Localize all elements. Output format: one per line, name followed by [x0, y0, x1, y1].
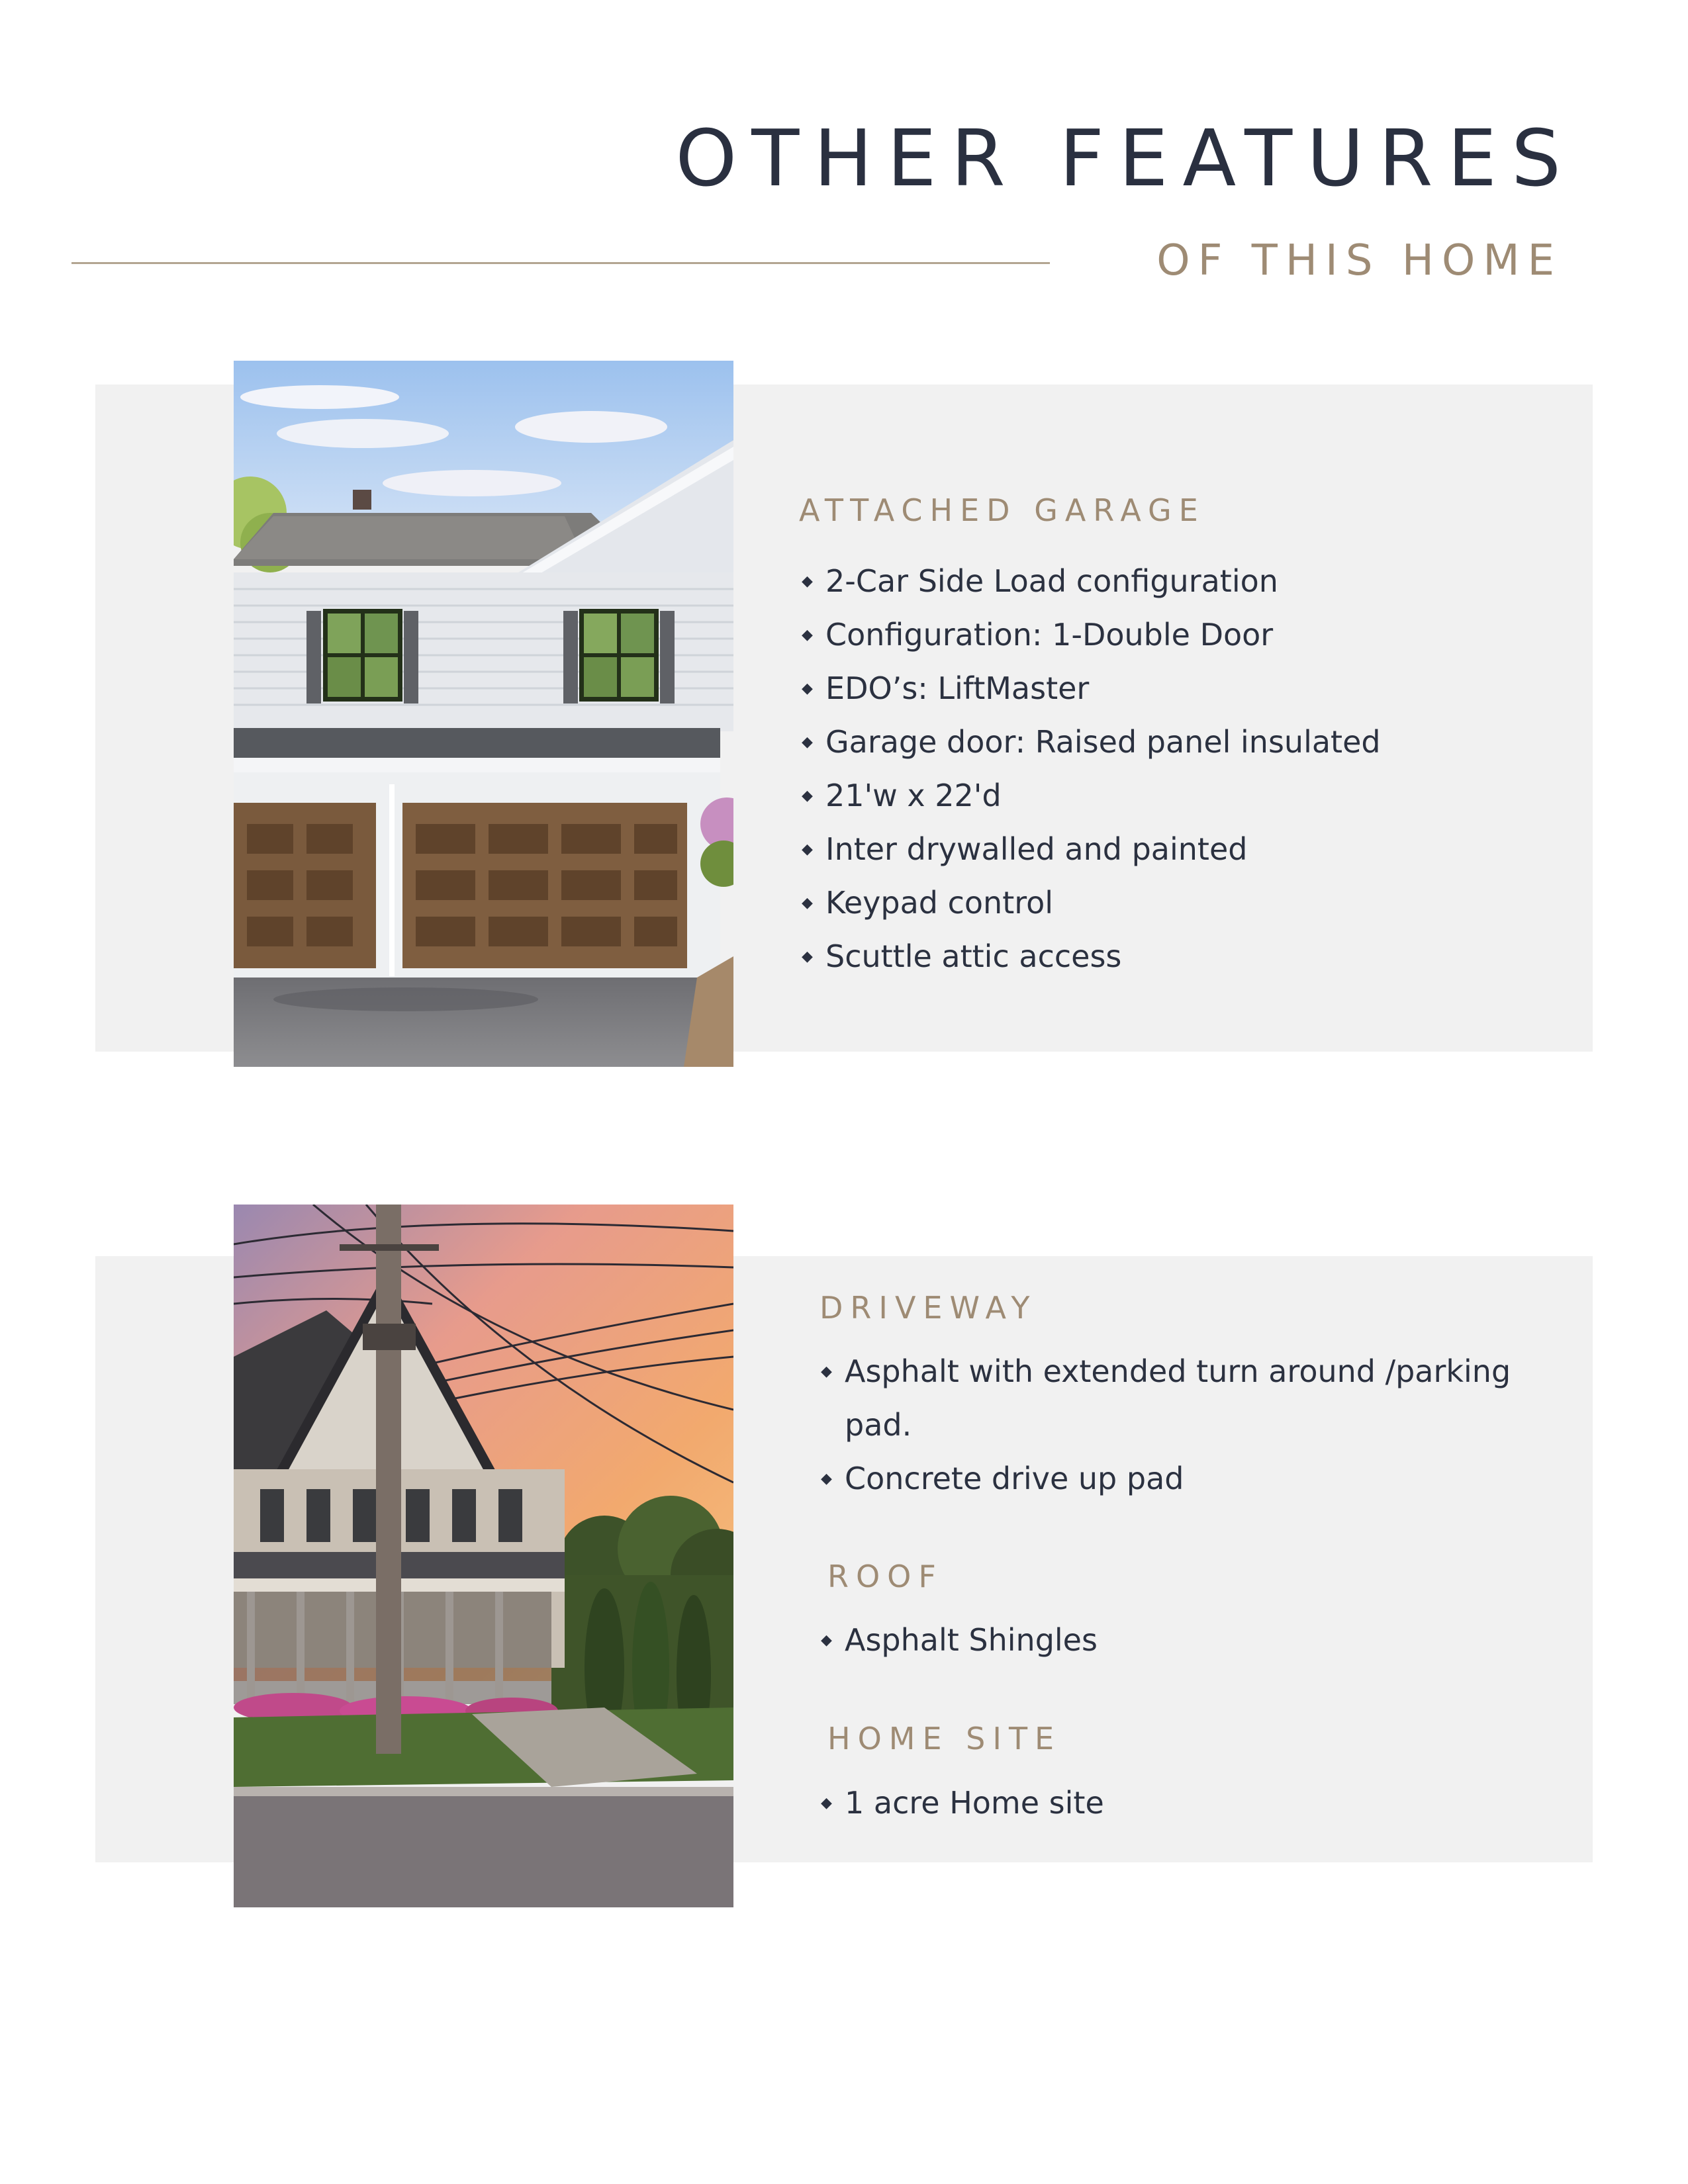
roof-feature-list — [818, 1614, 1098, 1667]
garage-photo — [234, 361, 733, 1067]
list-item: ◆ Configuration: 1-Double Door — [799, 608, 1381, 662]
bullet-icon: ◆ — [802, 948, 813, 965]
bullet-icon: ◆ — [802, 841, 813, 858]
list-item: ◆ EDO’s: LiftMaster — [799, 662, 1381, 715]
garage-photo-image — [234, 361, 733, 1067]
bullet-icon: ◆ — [802, 895, 813, 911]
bullet-icon: ◆ — [821, 1363, 832, 1380]
section-heading-attached-garage: ATTACHED GARAGE — [799, 492, 1205, 528]
list-item: ◆ Scuttle attic access — [799, 930, 1381, 983]
section-heading-roof: ROOF — [827, 1559, 943, 1594]
title-divider — [71, 262, 1050, 264]
bullet-icon: ◆ — [802, 734, 813, 751]
section-heading-home-site: HOME SITE — [827, 1721, 1062, 1756]
page-subtitle: OF THIS HOME — [1156, 236, 1562, 285]
bullet-icon: ◆ — [802, 680, 813, 697]
garage-feature-list — [799, 555, 1381, 983]
page-title: OTHER FEATURES — [675, 113, 1575, 204]
house-photo — [234, 1205, 733, 1907]
house-photo-image — [234, 1205, 733, 1907]
bullet-icon: ◆ — [821, 1795, 832, 1811]
bullet-icon: ◆ — [821, 1471, 832, 1487]
list-item: ◆ Asphalt Shingles — [818, 1614, 1098, 1667]
home-site-feature-list — [818, 1776, 1104, 1830]
section-heading-driveway: DRIVEWAY — [820, 1290, 1037, 1326]
list-item: ◆ 2-Car Side Load configuration — [799, 555, 1381, 608]
list-item: ◆ 1 acre Home site — [818, 1776, 1104, 1830]
list-item: ◆ Concrete drive up pad — [818, 1452, 1566, 1506]
driveway-feature-list — [818, 1345, 1566, 1506]
list-item: ◆ Inter drywalled and painted — [799, 823, 1381, 876]
list-item: ◆ Asphalt with extended turn around /parking pad. — [818, 1345, 1566, 1452]
list-item: ◆ 21'w x 22'd — [799, 769, 1381, 823]
bullet-icon: ◆ — [802, 788, 813, 804]
bullet-icon: ◆ — [802, 627, 813, 643]
list-item: ◆ Garage door: Raised panel insulated — [799, 715, 1381, 769]
bullet-icon: ◆ — [821, 1632, 832, 1649]
list-item: ◆ Keypad control — [799, 876, 1381, 930]
bullet-icon: ◆ — [802, 573, 813, 590]
